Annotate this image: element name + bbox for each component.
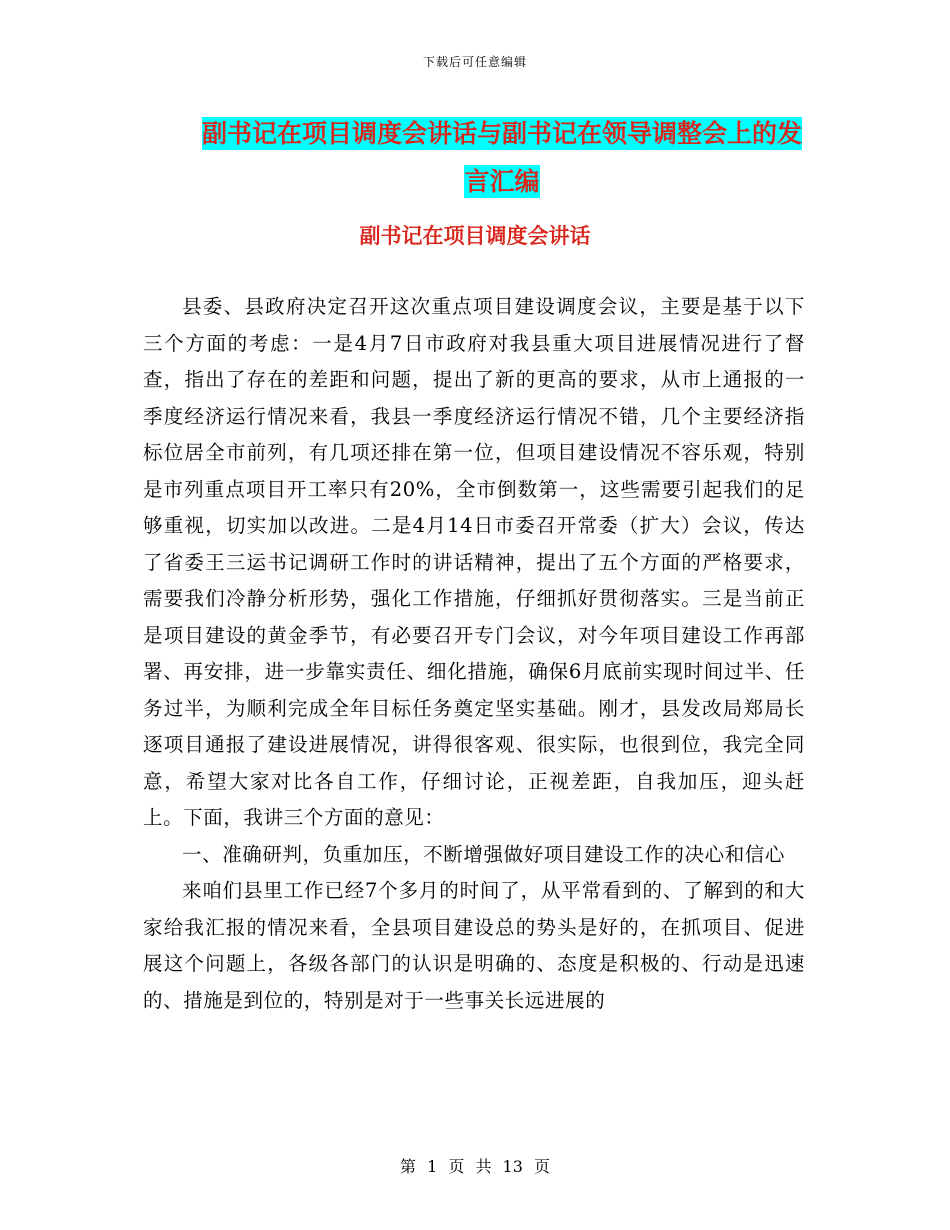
document-title — [192, 110, 812, 206]
paragraph-heading-one: 一、准确研判，负重加压，不断增强做好项目建设工作的决心和信心 — [182, 842, 786, 866]
paragraph-body: 来咱们县里工作已经7个多月的时间了，从平常看到的、了解到的和大家给我汇报的情况来看，全县项目建设总的势头是好的，在抓项目、促进展这个问题上，各级各部门的认识是明确的、态度是积极的、行动是迅速的、措施是到位的，特别是对于一些事关长远进展的 — [143, 879, 805, 1012]
document-body — [143, 289, 805, 1019]
header-note: 下载后可任意编辑 — [422, 55, 527, 69]
paragraph-intro: 县委、县政府决定召开这次重点项目建设调度会议，主要是基于以下三个方面的考虑：一是4月7日市政府对我县重大项目进展情况进行了督查，指出了存在的差距和问题，提出了新的更高的要求，从市上通报的一季度经济运行情况来看，我县一季度经济运行情况不错，几个主要经济指标位居全市前列，有几项还排在第一位，但项目建设情况不容乐观，特别是市列重点项目开工率只有20%，全市倒数第一，这些需要引起我们的足够重视，切实加以改进。二是4月14日市委召开常委（扩大）会议，传达了省委王三运书记调研工作时的讲话精神，提出了五个方面的严格要求，需要我们冷静分析形势，强化工作措施，仔细抓好贯彻落实。三是当前正是项目建设的黄金季节，有必要召开专门会议，对今年项目建设工作再部署、再安排，进一步靠实责任、细化措施，确保6月底前实现时间过半、任务过半，为顺利完成全年目标任务奠定坚实基础。刚才，县发改局郑局长逐项目通报了建设进展情况，讲得很客观、很实际，也很到位，我完全同意，希望大家对比各自工作，仔细讨论，正视差距，自我加压，迎头赶上。下面，我讲三个方面的意见： — [143, 295, 805, 829]
page-number-footer: 第 1 页 共 13 页 — [400, 1157, 550, 1176]
document-title-text: 副书记在项目调度会讲话与副书记在领导调整会上的发言汇编 — [201, 119, 802, 196]
section-title: 副书记在项目调度会讲话 — [359, 224, 591, 248]
